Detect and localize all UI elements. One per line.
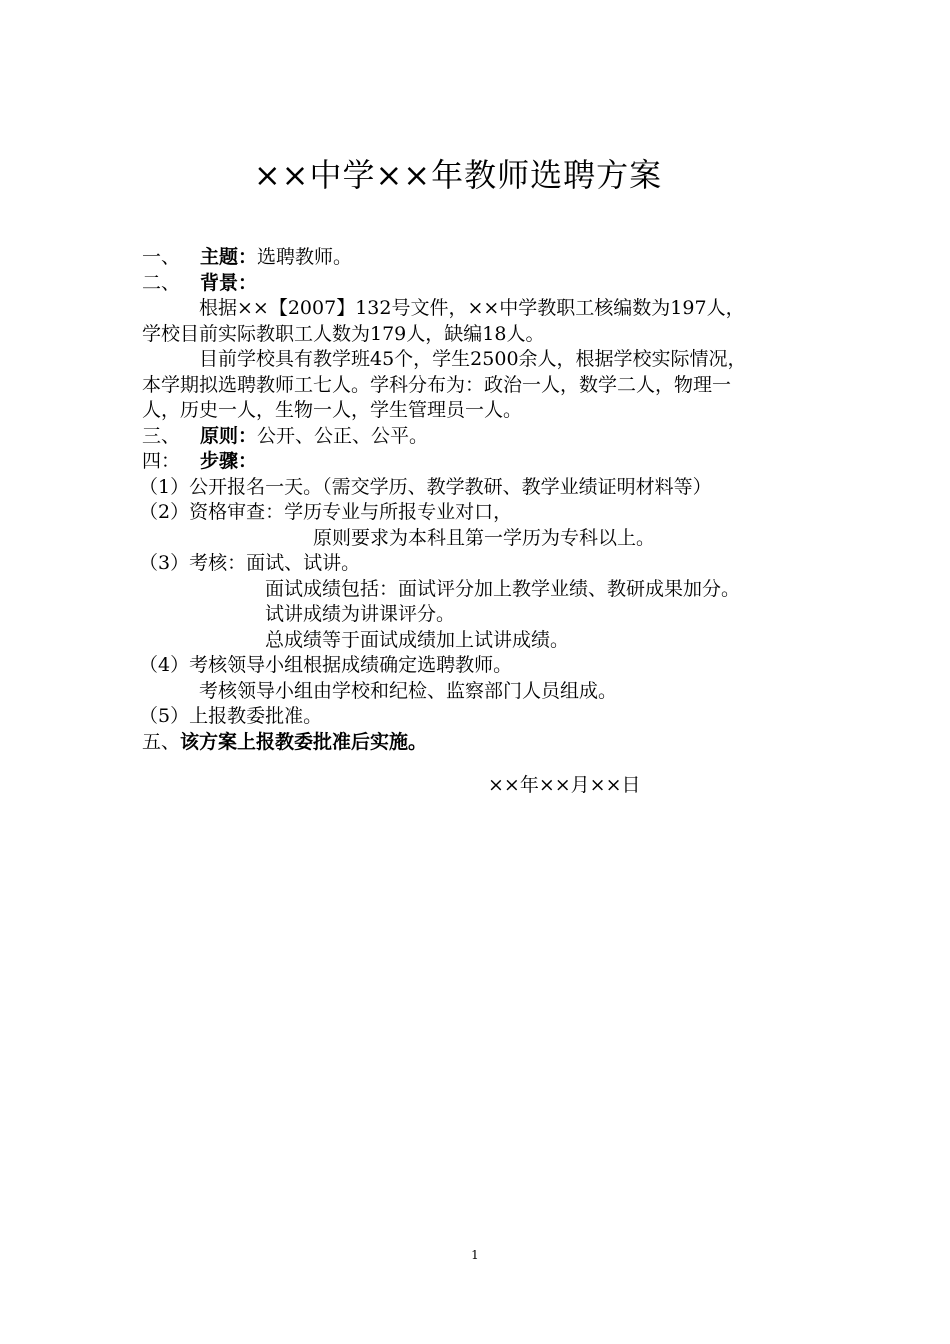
section-2 bbox=[142, 271, 832, 297]
document-date: ××年××月××日 bbox=[488, 774, 641, 796]
section-number: 三、 bbox=[142, 424, 181, 447]
paragraph-line: 目前学校具有教学班45个，学生2500余人，根据学校实际情况， bbox=[199, 348, 747, 370]
step-item: （2）资格审查：学历专业与所报专业对口， bbox=[139, 501, 513, 523]
step-item: （1）公开报名一天。（需交学历、教学教研、教学业绩证明材料等） bbox=[139, 475, 712, 498]
page-number: 1 bbox=[471, 1248, 479, 1262]
section-heading: 原则： bbox=[200, 424, 258, 447]
step-detail: 考核领导小组由学校和纪检、监察部门人员组成。 bbox=[199, 679, 618, 702]
paragraph-line: 学校目前实际教职工人数为179人，缺编18人。 bbox=[142, 322, 545, 345]
paragraph-line: 人，历史一人，生物一人，学生管理员一人。 bbox=[142, 399, 523, 421]
step-item: （4）考核领导小组根据成绩确定选聘教师。 bbox=[139, 654, 513, 676]
section-number: 五、 bbox=[142, 730, 181, 753]
step-item: （5）上报教委批准。 bbox=[139, 705, 323, 727]
step-item: （3）考核：面试、试讲。 bbox=[139, 552, 361, 574]
document-title: ××中学××年教师选聘方案 bbox=[253, 156, 663, 194]
paragraph-line: 本学期拟选聘教师工七人。学科分布为：政治一人，数学二人，物理一 bbox=[142, 373, 732, 396]
step-detail: 原则要求为本科且第一学历为专科以上。 bbox=[313, 526, 656, 549]
section-text: 该方案上报教委批准后实施。 bbox=[180, 730, 428, 753]
step-detail: 面试成绩包括：面试评分加上教学业绩、教研成果加分。 bbox=[265, 577, 741, 600]
section-text: 选聘教师。 bbox=[257, 246, 353, 268]
paragraph-line: 根据××【2007】132号文件，××中学教职工核编数为197人， bbox=[199, 297, 745, 319]
section-1 bbox=[142, 245, 832, 271]
section-heading: 主题： bbox=[200, 246, 258, 268]
section-text: 公开、公正、公平。 bbox=[257, 424, 429, 447]
section-number: 四： bbox=[142, 450, 181, 472]
step-detail: 试讲成绩为讲课评分。 bbox=[265, 603, 456, 625]
section-number: 一、 bbox=[142, 246, 181, 268]
section-number: 二、 bbox=[142, 271, 181, 294]
section-3 bbox=[142, 424, 832, 450]
section-heading: 步骤： bbox=[200, 450, 258, 472]
step-detail: 总成绩等于面试成绩加上试讲成绩。 bbox=[265, 628, 570, 651]
section-heading: 背景： bbox=[200, 271, 258, 294]
section-5 bbox=[142, 730, 832, 756]
document-body bbox=[139, 245, 832, 755]
section-4 bbox=[142, 449, 832, 475]
